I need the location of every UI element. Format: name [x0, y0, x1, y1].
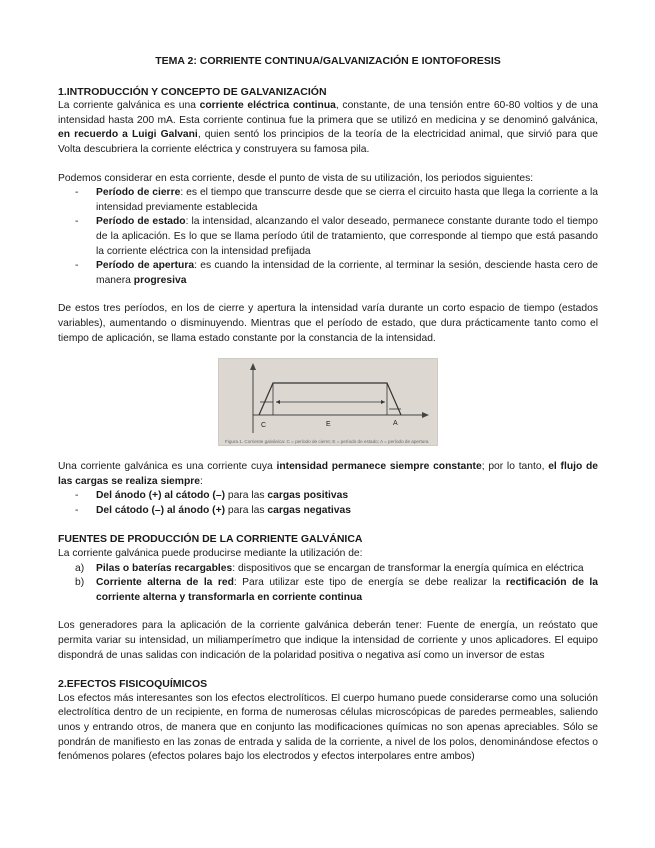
arrowhead: [276, 400, 280, 404]
paragraph-intro: [58, 99, 598, 157]
arrowhead: [381, 400, 385, 404]
term: Período de apertura: [96, 260, 195, 272]
list-marker: -: [75, 504, 79, 516]
y-axis-arrow: [250, 363, 256, 370]
current-graph: [219, 359, 437, 445]
term-extra: progresiva: [133, 274, 187, 286]
list-marker: -: [75, 216, 79, 228]
term: Corriente alterna de la red: [96, 577, 234, 589]
section-heading-introduccion: 1.INTRODUCCIÓN Y CONCEPTO DE GALVANIZACIÓN: [58, 85, 327, 98]
periods-list: [58, 186, 598, 288]
flow-direction: Del ánodo (+) al cátodo (–): [96, 490, 226, 502]
text-run: para las: [225, 504, 268, 516]
term: Período de cierre: [96, 187, 181, 199]
text-run: La corriente galvánica es una: [58, 100, 200, 112]
definition: : dispositivos que se encargan de transformar la energía química en eléctrica: [232, 562, 584, 574]
paragraph-estados: De estos tres períodos, en los de cierre y apertura la intensidad varía durante un corto espacio de tiempo (estados variables), aumentando o disminuyendo. Mientras que el período de estado, que dura prácticamente tanto como el tiempo de aplicación, se llama estado constante por la constancia de la intensidad.: [58, 303, 598, 344]
text-run-bold: el flujo de las cargas se realiza siempre: [58, 461, 599, 487]
paragraph-fuentes-intro: La corriente galvánica puede producirse mediante la utilización de:: [58, 548, 363, 560]
document-page: [58, 54, 598, 765]
list-item: [58, 489, 598, 504]
label-a: A: [393, 420, 398, 428]
list-item: [58, 576, 598, 605]
section-heading-fuentes: FUENTES DE PRODUCCIÓN DE LA CORRIENTE GALVÁNICA: [58, 533, 363, 546]
paragraph-efectos: Los efectos más interesantes son los efectos electrolíticos. El cuerpo humano puede considerarse como una solución electrolítica dentro de un recipiente, en forma de numerosas células microscópicas de paredes permeables, saliendo unos y entrando otros, de manera que en conjunto las modificaciones químicas no son apenas apreciables. Sólo se pondrán de manifiesto en las zonas de entrada y salida de la corriente, a nivel de los polos, denominándose efectos o fenómenos polares (efectos polares bajo los electrodos y efectos interpolares entre ambos): [58, 692, 598, 763]
text-run: para las: [225, 490, 268, 502]
section-heading-efectos: 2.EFECTOS FISICOQUÍMICOS: [58, 678, 208, 691]
text-run-bold: en recuerdo a Luigi Galvani: [58, 129, 198, 141]
list-item: [58, 259, 598, 288]
galvanic-current-figure: [218, 358, 438, 446]
text-run: , constante, de una tensión entre 60-80 voltios y de una intensidad hasta 200 mA. Esta corriente continua fue la primera que se utilizó en medicina y se denominó galvánica,: [58, 100, 598, 126]
flow-direction: Del cátodo (–) al ánodo (+): [96, 504, 226, 516]
label-c: C: [261, 422, 267, 430]
paragraph-periodos-intro: Podemos considerar en esta corriente, desde el punto de vista de su utilización, los periodos siguientes:: [58, 172, 534, 184]
document-title: TEMA 2: CORRIENTE CONTINUA/GALVANIZACIÓN E IONTOFORESIS: [155, 55, 501, 67]
text-run: ; por lo tanto,: [481, 461, 549, 473]
term: Período de estado: [96, 216, 186, 228]
label-e: E: [326, 421, 331, 429]
text-run: :: [199, 475, 203, 487]
figure-caption: Figura 1. Corriente galvánica: C = período de cierre; E = período de estado; A = período de apertura: [225, 439, 429, 445]
x-axis-arrow: [422, 412, 429, 418]
list-marker: -: [75, 260, 79, 272]
list-item: [58, 562, 598, 577]
flow-list: [58, 489, 598, 518]
definition: : es el tiempo que transcurre desde que se cierra el circuito hasta que llega la corriente a la intensidad previamente establecida: [96, 187, 599, 213]
list-marker: a): [75, 562, 85, 574]
list-marker: -: [75, 490, 79, 502]
list-item: [58, 504, 598, 519]
term: Pilas o baterías recargables: [96, 562, 233, 574]
list-marker: -: [75, 187, 79, 199]
term-extra: rectificación de la corriente alterna y transformarla en corriente continua: [96, 577, 598, 603]
paragraph-flujo: [58, 460, 598, 489]
charge-type: cargas negativas: [267, 504, 351, 516]
paragraph-generadores: Los generadores para la aplicación de la corriente galvánica deberán tener: Fuente de energía, un reóstato que permita variar su intensidad, un miliamperímetro que indique la intensidad de corriente y unos aplicadores. El equipo dispondrá de unas salidas con indicación de la polaridad positiva o negativa así como un inversor de estas: [58, 620, 598, 661]
definition: : Para utilizar este tipo de energía se debe realizar la: [233, 577, 506, 589]
list-marker: b): [75, 577, 85, 589]
text-run: , quien sentó los principios de la teoría de la electricidad animal, que sirvió para que Volta descubriera la corriente eléctrica y construyera su famosa pila.: [58, 129, 599, 155]
text-run-bold: corriente eléctrica continua: [199, 100, 336, 112]
list-item: [58, 215, 598, 259]
definition: : es cuando la intensidad de la corriente, al terminar la sesión, desciende hasta cero de manera: [96, 260, 598, 286]
sources-list: [58, 562, 598, 606]
current-trace: [259, 383, 401, 415]
charge-type: cargas positivas: [267, 490, 349, 502]
text-run: Una corriente galvánica es una corriente cuya: [58, 461, 277, 473]
text-run-bold: intensidad permanece siempre constante: [276, 461, 482, 473]
list-item: [58, 186, 598, 215]
definition: : la intensidad, alcanzando el valor deseado, permanece constante durante todo el tiempo de la aplicación. Es lo que se llama período útil de tratamiento, que corresponde al tiempo que está pasando la corriente eléctrica con la intensidad prefijada: [96, 216, 598, 257]
